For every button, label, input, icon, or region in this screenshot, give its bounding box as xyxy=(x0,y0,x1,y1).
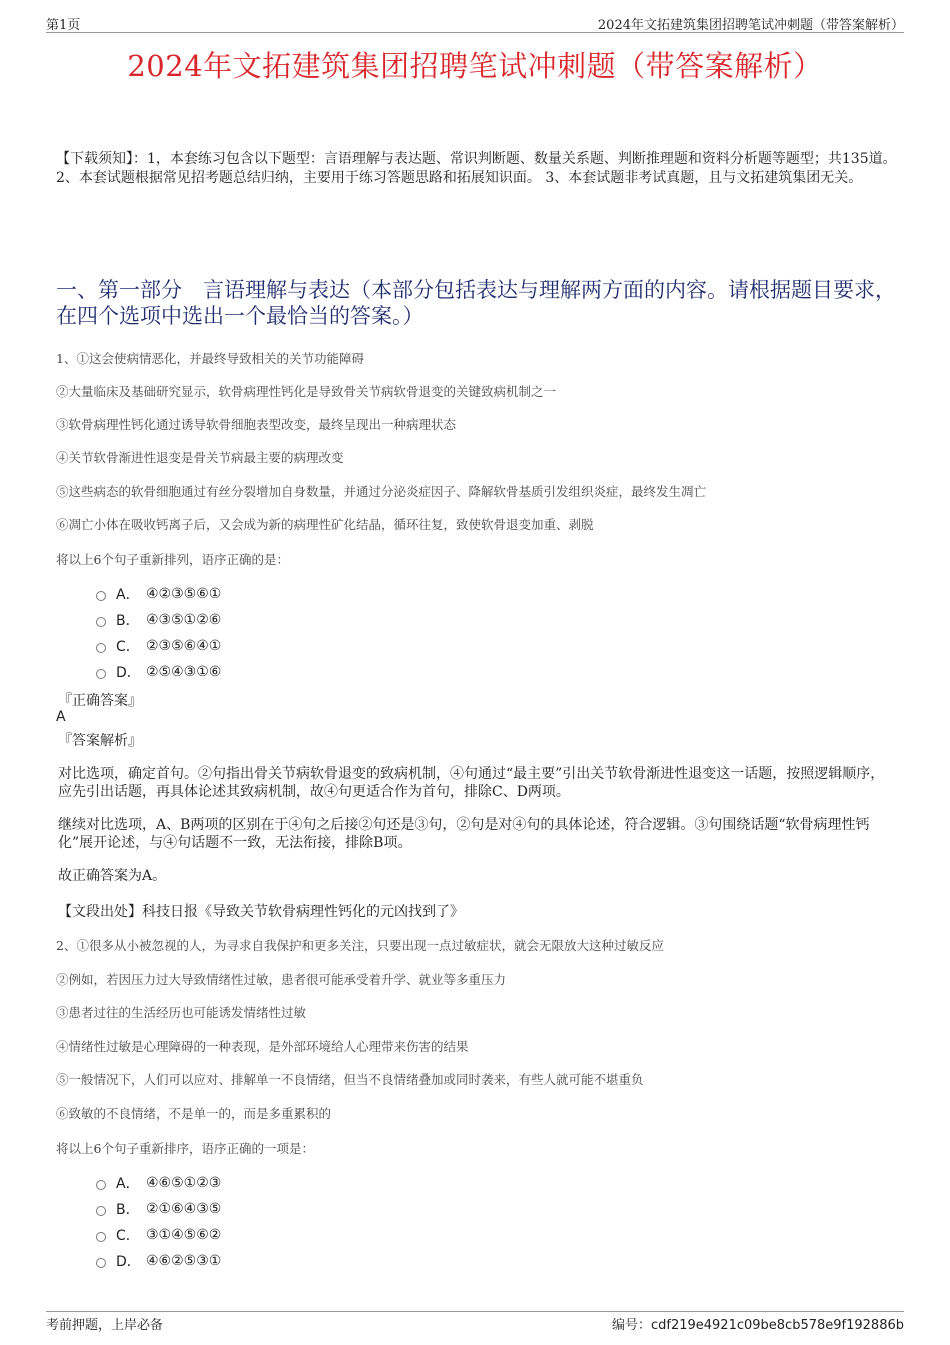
q1-option-b[interactable] xyxy=(96,610,221,630)
option-text: ③①④⑤⑥② xyxy=(146,1227,222,1243)
page-title: 2024年文拓建筑集团招聘笔试冲刺题（带答案解析） xyxy=(127,49,823,83)
section-heading: 一、第一部分 言语理解与表达（本部分包括表达与理解两方面的内容。请根据题目要求，在四个选项中选出一个最恰当的答案。） xyxy=(56,278,896,328)
radio-icon[interactable] xyxy=(96,669,106,679)
code-value: cdf219e4921c09be8cb578e9f192886b xyxy=(650,1318,904,1333)
radio-icon[interactable] xyxy=(96,1232,106,1242)
option-letter: B． xyxy=(116,613,140,629)
header-divider xyxy=(46,32,904,33)
download-notice: 【下载须知】：1，本套练习包含以下题型：言语理解与表达题、常识判断题、数量关系题、判断推理题和资料分析题等题型；共135道。 2、本套试题根据常见招考题总结归纳，主要用于练习答题思路和拓展知识面。 3、本套试题非考试真题，且与文拓建筑集团无关。 xyxy=(56,151,897,186)
q2-sentence: ④情绪性过敏是心理障碍的一种表现，是外部环境给人心理带来伤害的结果 xyxy=(56,1039,469,1054)
analysis-label: 『答案解析』 xyxy=(58,733,142,749)
option-letter: A． xyxy=(116,587,140,603)
q2-sentence: ⑤一般情况下，人们可以应对、排解单一不良情绪，但当不良情绪叠加或同时袭来，有些人就可能不堪重负 xyxy=(56,1072,644,1087)
q1-sentence: ⑤这些病态的软骨细胞通过有丝分裂增加自身数量，并通过分泌炎症因子、降解软骨基质引发组织炎症，最终发生凋亡 xyxy=(56,484,707,499)
q1-stem: 1、①这会使病情恶化，并最终导致相关的关节功能障碍 xyxy=(56,351,364,366)
analysis-conclusion: 故正确答案为A。 xyxy=(58,868,167,884)
option-letter: D． xyxy=(116,665,141,681)
q2-option-c[interactable] xyxy=(96,1225,221,1245)
radio-icon[interactable] xyxy=(96,591,106,601)
option-text: ④②③⑤⑥① xyxy=(146,586,222,602)
q1-option-c[interactable] xyxy=(96,636,221,656)
passage-source: 【文段出处】科技日报《导致关节软骨病理性钙化的元凶找到了》 xyxy=(58,904,464,920)
answer-value: A xyxy=(56,709,66,725)
q2-option-d[interactable] xyxy=(96,1251,221,1271)
option-text: ②①⑥④③⑤ xyxy=(146,1201,222,1217)
option-letter: A． xyxy=(116,1176,140,1192)
analysis-paragraph: 对比选项，确定首句。②句指出骨关节病软骨退变的致病机制，④句通过“最主要”引出关节软骨渐进性退变这一话题，按照逻辑顺序，应先引出话题，再具体论述其致病机制，故④句更适合作为首句，排除C、D两项。 xyxy=(58,766,885,800)
option-text: ②⑤④③①⑥ xyxy=(146,664,222,680)
option-letter: B． xyxy=(116,1202,140,1218)
q1-sentence: ②大量临床及基础研究显示，软骨病理性钙化是导致骨关节病软骨退变的关键致病机制之一 xyxy=(56,384,557,399)
q2-prompt: 将以上6个句子重新排序，语序正确的一项是： xyxy=(56,1141,314,1156)
radio-icon[interactable] xyxy=(96,1180,106,1190)
option-letter: D． xyxy=(116,1254,141,1270)
radio-icon[interactable] xyxy=(96,1258,106,1268)
q1-prompt: 将以上6个句子重新排列，语序正确的是： xyxy=(56,552,289,567)
q1-option-d[interactable] xyxy=(96,662,221,682)
q1-option-a[interactable] xyxy=(96,584,221,604)
q2-sentence: ③患者过往的生活经历也可能诱发情绪性过敏 xyxy=(56,1005,307,1020)
radio-icon[interactable] xyxy=(96,643,106,653)
option-text: ④⑥②⑤③① xyxy=(146,1253,222,1269)
option-letter: C． xyxy=(116,1228,140,1244)
page-number: 第1页 xyxy=(46,18,81,33)
q1-sentence: ⑥凋亡小体在吸收钙离子后，又会成为新的病理性矿化结晶，循环往复，致使软骨退变加重、剥脱 xyxy=(56,517,594,532)
q2-sentence: ②例如，若因压力过大导致情绪性过敏，患者很可能承受着升学、就业等多重压力 xyxy=(56,972,507,987)
option-letter: C． xyxy=(116,639,140,655)
footer-slogan: 考前押题，上岸必备 xyxy=(46,1318,164,1333)
option-text: ④③⑤①②⑥ xyxy=(146,612,222,628)
header-doc-title: 2024年文拓建筑集团招聘笔试冲刺题（带答案解析） xyxy=(597,18,904,33)
footer-divider xyxy=(46,1311,904,1312)
analysis-paragraph: 继续对比选项，A、B两项的区别在于④句之后接②句还是③句，②句是对④句的具体论述，符合逻辑。③句围绕话题“软骨病理性钙化”展开论述，与④句话题不一致，无法衔接，排除B项。 xyxy=(58,817,870,851)
answer-label: 『正确答案』 xyxy=(58,693,142,709)
q2-sentence: ⑥致敏的不良情绪，不是单一的，而是多重累积的 xyxy=(56,1106,332,1121)
document-code xyxy=(612,1314,904,1333)
option-text: ④⑥⑤①②③ xyxy=(146,1175,222,1191)
q1-sentence: ④关节软骨渐进性退变是骨关节病最主要的病理改变 xyxy=(56,450,344,465)
radio-icon[interactable] xyxy=(96,1206,106,1216)
q2-stem: 2、①很多从小被忽视的人，为寻求自我保护和更多关注，只要出现一点过敏症状，就会无限放大这种过敏反应 xyxy=(56,938,664,953)
radio-icon[interactable] xyxy=(96,617,106,627)
option-text: ②③⑤⑥④① xyxy=(146,638,222,654)
q1-sentence: ③软骨病理性钙化通过诱导软骨细胞表型改变，最终呈现出一种病理状态 xyxy=(56,417,457,432)
q2-option-b[interactable] xyxy=(96,1199,221,1219)
code-label: 编号： xyxy=(611,1318,651,1333)
q2-option-a[interactable] xyxy=(96,1173,221,1193)
